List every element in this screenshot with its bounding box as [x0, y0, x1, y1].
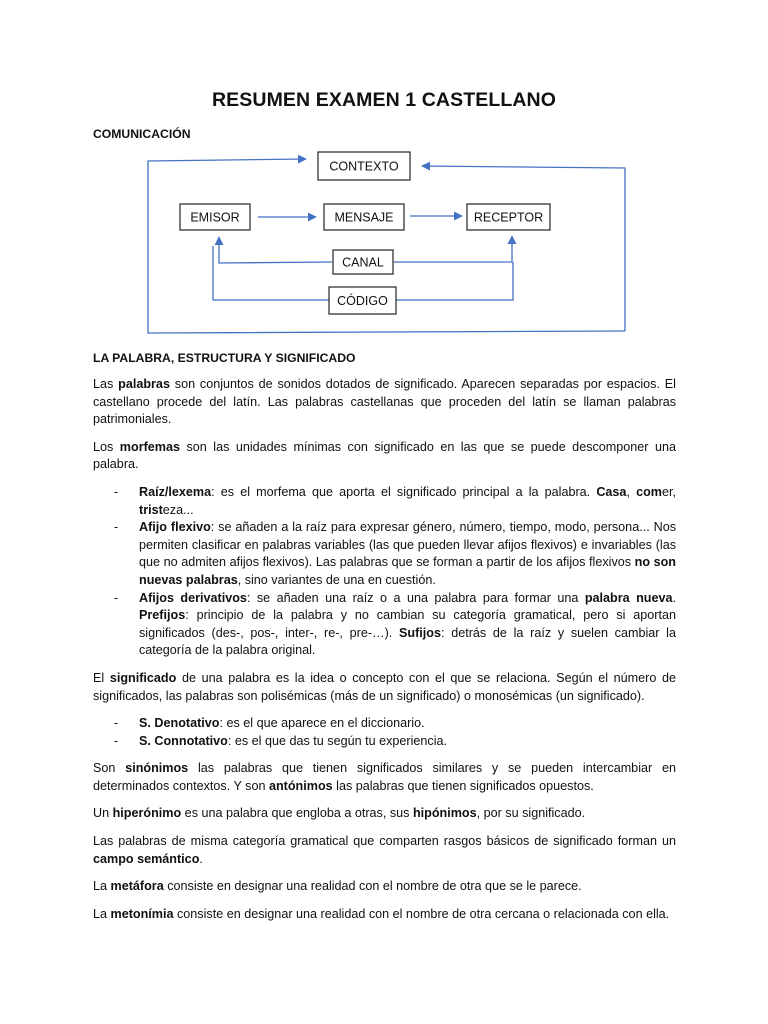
paragraph-hiperonimo: Un hiperónimo es una palabra que engloba a otras, sus hipónimos, por su significado.: [93, 806, 586, 821]
label-canal: CANAL: [342, 255, 384, 270]
paragraph-sinonimos: Son sinónimos las palabras que tienen significados similares y se pueden intercambiar en determinados contextos. Y son antónimos las palabras que tienen significados opuestos.: [93, 761, 676, 793]
label-emisor: EMISOR: [190, 210, 240, 225]
paragraph-morfemas: Los morfemas son las unidades mínimas con significado en las que se puede descomponer una palabra.: [93, 439, 676, 472]
label-mensaje: MENSAJE: [334, 210, 394, 225]
label-codigo: CÓDIGO: [337, 294, 388, 308]
list-item-afijos-derivativos: - Afijos derivativos: se añaden una raíz o a una palabra para formar una palabra nueva. Prefijos: principio de la palabra y no cambian su categoría gramatical, pero si aportan significados (des-, pos-, inter-, re-, pre-…). Sufijos: detrás de la raíz y suelen cambiar la categoría de la palabra original.: [139, 590, 676, 660]
list-item-raiz: - Raíz/lexema: es el morfema que aporta el significado principal a la palabra. Casa, comer, tristeza...: [139, 484, 676, 519]
label-contexto: CONTEXTO: [329, 159, 399, 174]
canal-to-receptor-arrow: [394, 236, 512, 262]
significado-list: [93, 715, 676, 750]
paragraph-metafora: La metáfora consiste en designar una realidad con el nombre de otra que se le parece.: [93, 879, 582, 894]
paragraph-campo-semantico: Las palabras de misma categoría gramatical que comparten rasgos básicos de significado forman un campo semántico.: [93, 834, 676, 866]
list-item-connotativo: - S. Connotativo: es el que das tu según tu experiencia.: [139, 733, 676, 751]
section-heading-palabra: LA PALABRA, ESTRUCTURA Y SIGNIFICADO: [93, 351, 356, 365]
document-title: RESUMEN EXAMEN 1 CASTELLANO: [212, 89, 556, 111]
body-text: [93, 376, 676, 933]
list-item-denotativo: - S. Denotativo: es el que aparece en el diccionario.: [139, 715, 676, 733]
communication-diagram: [0, 0, 768, 360]
morfema-list: [93, 484, 676, 660]
paragraph-palabras: Las palabras son conjuntos de sonidos dotados de significado. Aparecen separadas por espacios. El castellano procede del latín. Las palabras castellanas que proceden del latín se llaman palabras patrimoniales.: [93, 377, 676, 427]
codigo-to-emisor-line: [213, 246, 329, 300]
paragraph-metonimia: La metonímia consiste en designar una realidad con el nombre de otra cercana o relacionada con ella.: [93, 906, 670, 921]
paragraph-significado: El significado de una palabra es la idea o concepto con el que se relaciona. Según el número de significados, las palabras son polisémicas (más de un significado) o monosémicas (un significado).: [93, 670, 676, 703]
canal-to-emisor-arrow: [219, 237, 332, 263]
outer-right-arrow: [422, 166, 625, 331]
section-heading-comunicacion: COMUNICACIÓN: [93, 127, 191, 141]
label-receptor: RECEPTOR: [473, 210, 544, 225]
codigo-to-receptor-line: [396, 262, 513, 300]
list-item-afijo-flexivo: - Afijo flexivo: se añaden a la raíz para expresar género, número, tiempo, modo, persona... Nos permiten clasificar en palabras variables (las que pueden llevar afijos flexivos) e invariables (las que no admiten afijos flexivos). Las palabras que se forman a partir de los afijos flexivos no son nuevas palabras, sino variantes de una en cuestión.: [139, 519, 676, 589]
